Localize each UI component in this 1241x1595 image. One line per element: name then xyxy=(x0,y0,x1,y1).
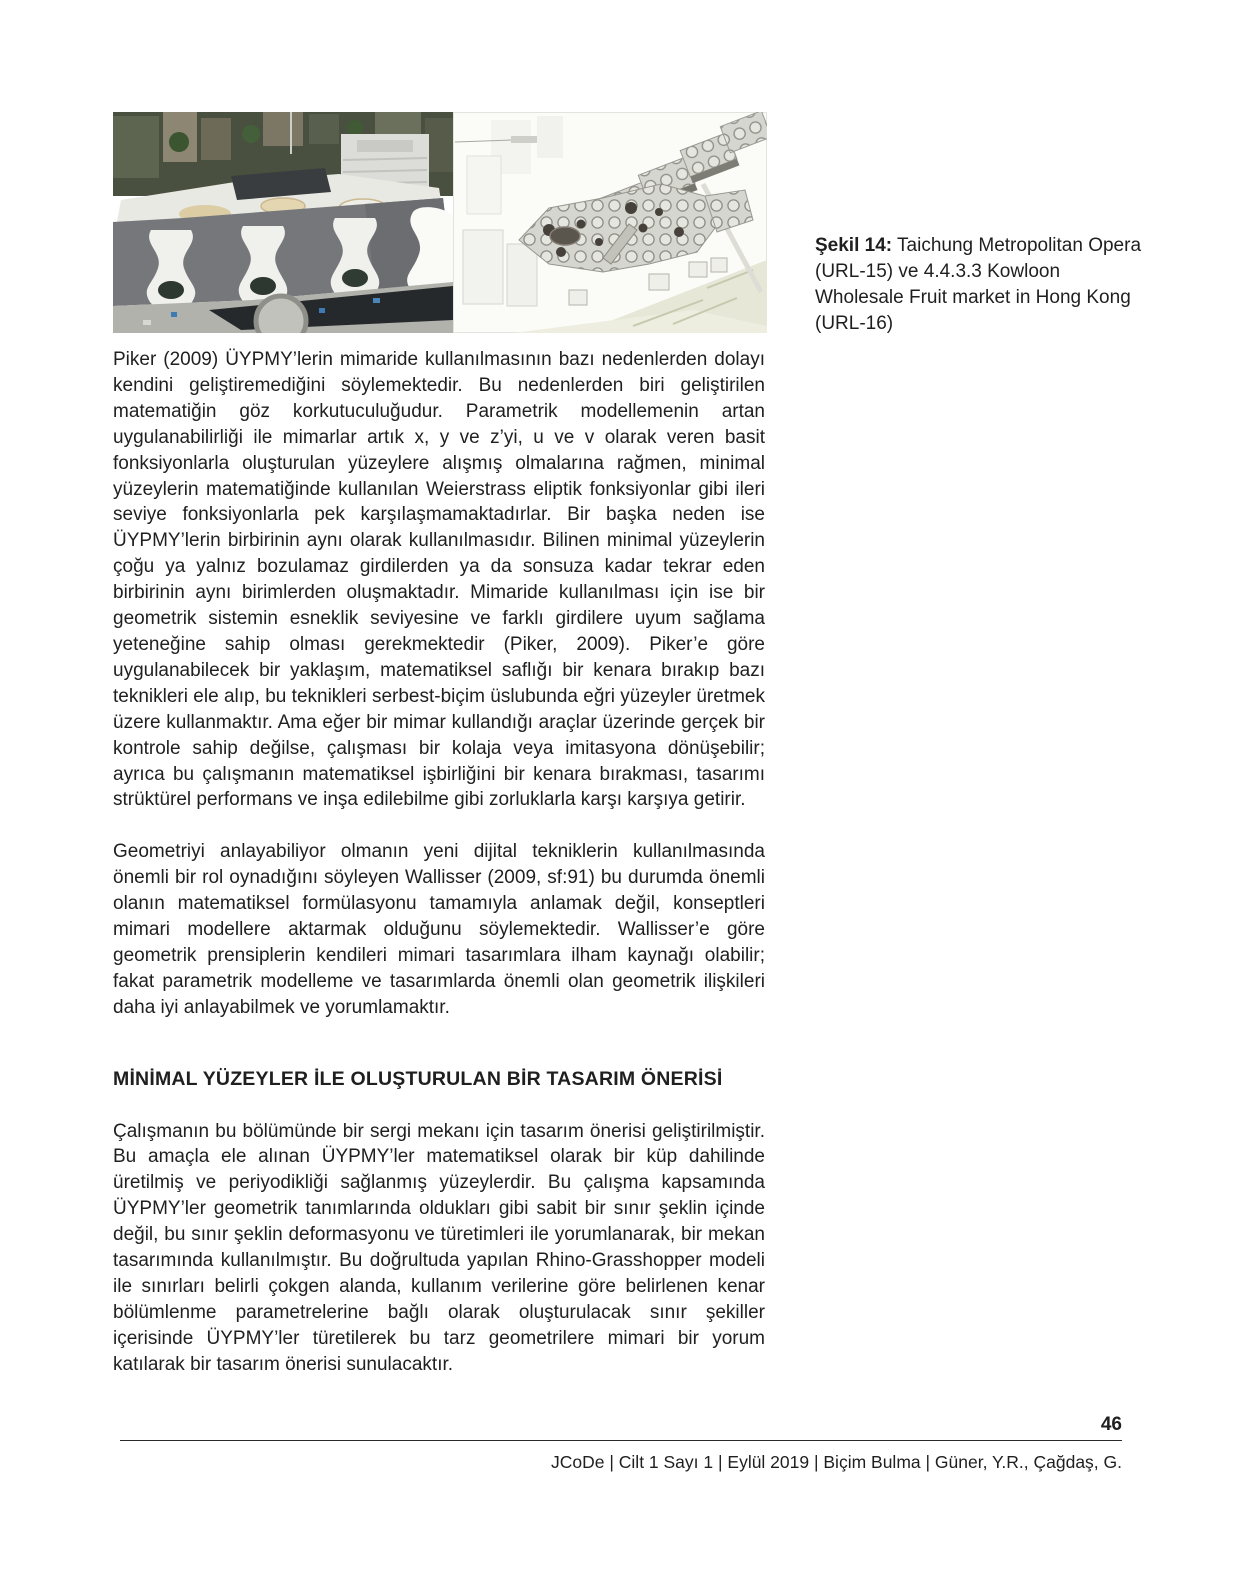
body-column xyxy=(113,347,765,1404)
journal-footer: JCoDe | Cilt 1 Sayı 1 | Eylül 2019 | Biçim Bulma | Güner, Y.R., Çağdaş, G. xyxy=(551,1452,1122,1472)
figure-caption-label: Şekil 14: xyxy=(815,235,893,256)
paragraph-wallisser: Geometriyi anlayabiliyor olmanın yeni dijital tekniklerin kullanılmasında önemli bir rol oynadığını söyleyen Wallisser (2009, sf:91) bu durumda önemli olanın matematiksel formülasyonu tamamıyla anlamak değil, konseptleri mimari modellere aktarmak olduğunu söylemektedir. Wallisser’e göre geometrik prensiplerin kendileri mimari tasarımlara ilham kaynağı olabilir; fakat parametrik modelleme ve tasarımlarda önemli olan geometrik ilişkileri daha iyi anlayabilmek ve yorumlamaktır. xyxy=(113,841,765,1018)
section-heading: MİNİMAL YÜZEYLER İLE OLUŞTURULAN BİR TASARIM ÖNERİSİ xyxy=(113,1067,723,1090)
figure-caption xyxy=(815,233,1145,337)
paragraph-design-proposal: Çalışmanın bu bölümünde bir sergi mekanı için tasarım önerisi geliştirilmiştir. Bu amaçla ele alınan ÜYPMY’ler matematiksel olarak bir küp dahilinde üretilmiş ve periyodikliği sağlanmış yüzeylerdir. Bu çalışma kapsamında ÜYPMY’ler geometrik tanımlarında oldukları gibi sabit bir sınır şeklin içinde değil, bu sınır şeklin deformasyonu ve türetimleri ile yorumlanarak, bir mekan tasarımında kullanılmıştır. Bu doğrultuda yapılan Rhino-Grasshopper modeli ile sınırları belirli çokgen alanda, kullanım verilerine göre belirlenen kenar bölümlenme parametrelerine bağlı olarak oluşturulacak sınır şekiller içerisinde ÜYPMY’ler türetilerek bu tarz geometrilere mimari bir yorum katılarak bir tasarım önerisi sunulacaktır. xyxy=(113,1120,765,1375)
paragraph-piker: Piker (2009) ÜYPMY’lerin mimaride kullanılmasının bazı nedenlerden dolayı kendini geliştiremediğini söylemektedir. Bu nedenlerden biri geliştirilen matematiğin göz korkutuculuğudur. Parametrik modellemenin artan uygulanabilirliği ile mimarlar artık x, y ve z’yi, u ve v olarak veren basit fonksiyonlarla oluşturulan yüzeylere alışmış olmalarına rağmen, minimal yüzeylerin matematiğinde kullanılan Weierstrass eliptik fonksiyonlar gibi ileri seviye fonksiyonlarla pek karşılaşmamaktadırlar. Bir başka neden ise ÜYPMY’lerin birbirinin aynı olarak kullanılmasıdır. Bilinen minimal yüzeylerin çoğu ya yalnız bozulamaz girdilerden ya da sonsuza kadar tekrar eden birbirinin aynı birimlerden oluşmaktadır. Mimaride kullanılması için ise bir geometrik sistemin esneklik seviyesine ve farklı girdilere uyum sağlama yeteneğine sahip olması gerekmektedir (Piker, 2009). Piker’e göre uygulanabilecek bir yaklaşım, matematiksel saflığı bir kenara bırakıp bazı teknikleri ele alıp, bu teknikleri serbest-biçim üslubunda eğri yüzeyler üretmek üzere kullanmaktır. Ama eğer bir mimar kullandığı araçlar üzerinde gerçek bir kontrole sahip değilse, çalışması bir kolaja veya imitasyona dönüşebilir; ayrıca bu çalışmanın matematiksel işbirliğini bir kenara bırakması, tasarımı strüktürel performans ve inşa edilebilme gibi zorluklarla karşı karşıya getirir. xyxy=(113,349,765,811)
taichung-opera-photo xyxy=(113,112,453,333)
figure-14 xyxy=(113,112,767,333)
page-number: 46 xyxy=(1100,1414,1122,1435)
figure-caption-text: Taichung Metropolitan Opera (URL-15) ve 4.4.3.3 Kowloon Wholesale Fruit market in Hong Kong (URL-16) xyxy=(815,235,1142,334)
kowloon-market-render xyxy=(453,112,767,333)
footer-divider xyxy=(120,1440,1122,1441)
